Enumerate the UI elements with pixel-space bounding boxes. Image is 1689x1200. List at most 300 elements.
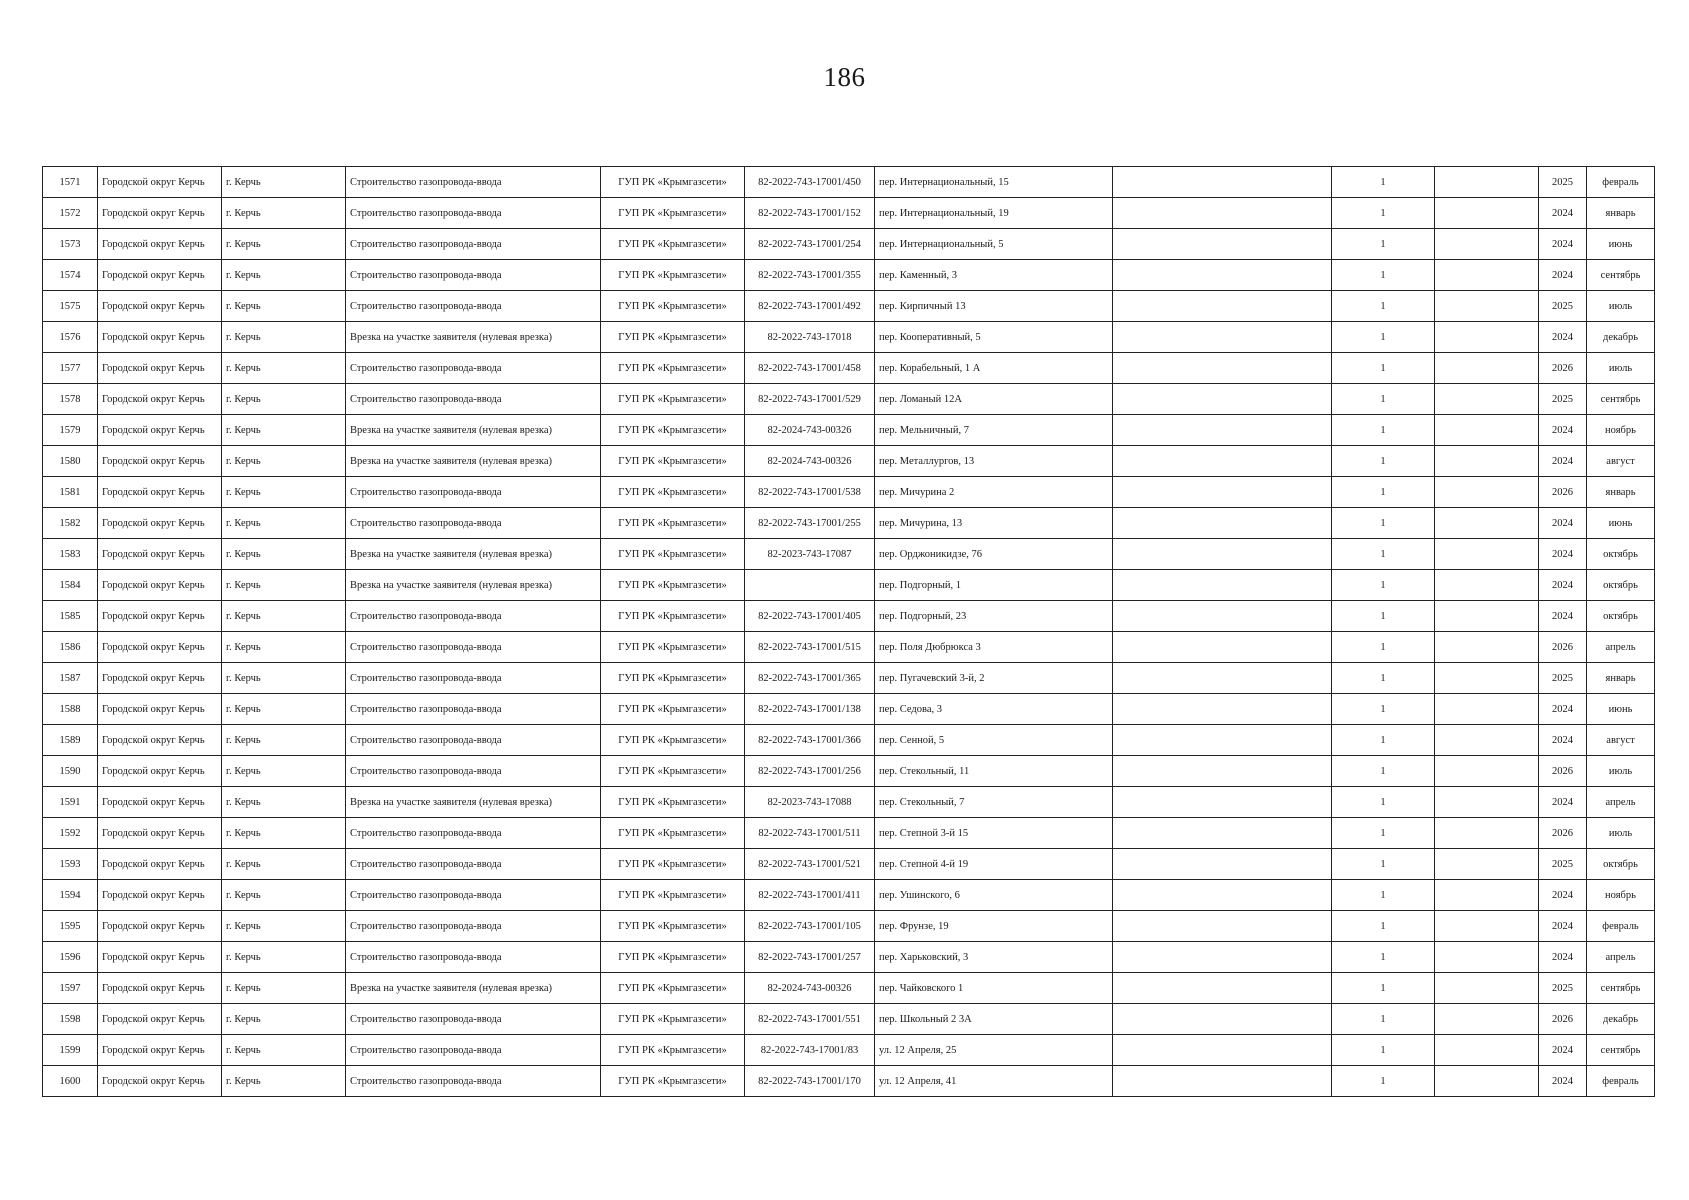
- table-row: [43, 384, 1655, 415]
- row-number-cell: 1593: [43, 849, 98, 880]
- month-cell: ноябрь: [1587, 880, 1655, 911]
- month-cell: февраль: [1587, 911, 1655, 942]
- application-code-cell: 82-2024-743-00326: [745, 415, 875, 446]
- year-cell: 2024: [1539, 694, 1587, 725]
- municipality-cell: Городской округ Керчь: [98, 446, 222, 477]
- work-type-cell: Врезка на участке заявителя (нулевая врезка): [346, 570, 601, 601]
- work-type-cell: Строительство газопровода-ввода: [346, 198, 601, 229]
- year-cell: 2024: [1539, 725, 1587, 756]
- municipality-cell: Городской округ Керчь: [98, 415, 222, 446]
- address-cell: пер. Поля Дюбрюкса 3: [875, 632, 1113, 663]
- row-number-cell: 1591: [43, 787, 98, 818]
- blank-column-cell: [1113, 1066, 1332, 1097]
- application-code-cell: 82-2022-743-17001/538: [745, 477, 875, 508]
- row-number-cell: 1581: [43, 477, 98, 508]
- organization-cell: ГУП РК «Крымгазсети»: [601, 601, 745, 632]
- work-type-cell: Строительство газопровода-ввода: [346, 725, 601, 756]
- blank-column-2-cell: [1435, 880, 1539, 911]
- month-cell: декабрь: [1587, 322, 1655, 353]
- table-row: [43, 880, 1655, 911]
- work-type-cell: Строительство газопровода-ввода: [346, 229, 601, 260]
- table-row: [43, 508, 1655, 539]
- month-cell: сентябрь: [1587, 973, 1655, 1004]
- organization-cell: ГУП РК «Крымгазсети»: [601, 756, 745, 787]
- address-cell: ул. 12 Апреля, 25: [875, 1035, 1113, 1066]
- table-row: [43, 570, 1655, 601]
- work-type-cell: Строительство газопровода-ввода: [346, 260, 601, 291]
- address-cell: пер. Ушинского, 6: [875, 880, 1113, 911]
- city-cell: г. Керчь: [222, 601, 346, 632]
- row-number-cell: 1584: [43, 570, 98, 601]
- row-number-cell: 1595: [43, 911, 98, 942]
- table-row: [43, 229, 1655, 260]
- organization-cell: ГУП РК «Крымгазсети»: [601, 849, 745, 880]
- table-row: [43, 167, 1655, 198]
- table-row: [43, 818, 1655, 849]
- year-cell: 2024: [1539, 539, 1587, 570]
- year-cell: 2024: [1539, 787, 1587, 818]
- municipality-cell: Городской округ Керчь: [98, 663, 222, 694]
- municipality-cell: Городской округ Керчь: [98, 694, 222, 725]
- quantity-cell: 1: [1332, 322, 1435, 353]
- blank-column-cell: [1113, 973, 1332, 1004]
- year-cell: 2024: [1539, 911, 1587, 942]
- municipality-cell: Городской округ Керчь: [98, 818, 222, 849]
- address-cell: пер. Седова, 3: [875, 694, 1113, 725]
- address-cell: пер. Подгорный, 1: [875, 570, 1113, 601]
- organization-cell: ГУП РК «Крымгазсети»: [601, 229, 745, 260]
- organization-cell: ГУП РК «Крымгазсети»: [601, 818, 745, 849]
- municipality-cell: Городской округ Керчь: [98, 198, 222, 229]
- year-cell: 2024: [1539, 446, 1587, 477]
- month-cell: февраль: [1587, 167, 1655, 198]
- address-cell: пер. Корабельный, 1 А: [875, 353, 1113, 384]
- month-cell: август: [1587, 725, 1655, 756]
- table-row: [43, 198, 1655, 229]
- municipality-cell: Городской округ Керчь: [98, 477, 222, 508]
- work-type-cell: Строительство газопровода-ввода: [346, 384, 601, 415]
- application-code-cell: 82-2022-743-17001/105: [745, 911, 875, 942]
- table-row: [43, 446, 1655, 477]
- row-number-cell: 1573: [43, 229, 98, 260]
- blank-column-2-cell: [1435, 1004, 1539, 1035]
- blank-column-2-cell: [1435, 756, 1539, 787]
- application-code-cell: 82-2022-743-17001/411: [745, 880, 875, 911]
- city-cell: г. Керчь: [222, 198, 346, 229]
- municipality-cell: Городской округ Керчь: [98, 570, 222, 601]
- address-cell: пер. Подгорный, 23: [875, 601, 1113, 632]
- month-cell: октябрь: [1587, 570, 1655, 601]
- year-cell: 2024: [1539, 942, 1587, 973]
- row-number-cell: 1572: [43, 198, 98, 229]
- blank-column-2-cell: [1435, 1035, 1539, 1066]
- quantity-cell: 1: [1332, 818, 1435, 849]
- quantity-cell: 1: [1332, 756, 1435, 787]
- blank-column-2-cell: [1435, 353, 1539, 384]
- address-cell: пер. Орджоникидзе, 76: [875, 539, 1113, 570]
- city-cell: г. Керчь: [222, 508, 346, 539]
- month-cell: январь: [1587, 663, 1655, 694]
- year-cell: 2024: [1539, 198, 1587, 229]
- quantity-cell: 1: [1332, 446, 1435, 477]
- city-cell: г. Керчь: [222, 1035, 346, 1066]
- row-number-cell: 1598: [43, 1004, 98, 1035]
- table-row: [43, 694, 1655, 725]
- blank-column-2-cell: [1435, 229, 1539, 260]
- year-cell: 2025: [1539, 973, 1587, 1004]
- blank-column-cell: [1113, 849, 1332, 880]
- blank-column-2-cell: [1435, 415, 1539, 446]
- row-number-cell: 1578: [43, 384, 98, 415]
- organization-cell: ГУП РК «Крымгазсети»: [601, 415, 745, 446]
- blank-column-2-cell: [1435, 1066, 1539, 1097]
- application-code-cell: 82-2022-743-17001/83: [745, 1035, 875, 1066]
- municipality-cell: Городской округ Керчь: [98, 508, 222, 539]
- application-code-cell: 82-2022-743-17001/255: [745, 508, 875, 539]
- application-code-cell: 82-2023-743-17087: [745, 539, 875, 570]
- municipality-cell: Городской округ Керчь: [98, 229, 222, 260]
- quantity-cell: 1: [1332, 601, 1435, 632]
- city-cell: г. Керчь: [222, 415, 346, 446]
- address-cell: пер. Чайковского 1: [875, 973, 1113, 1004]
- blank-column-cell: [1113, 725, 1332, 756]
- year-cell: 2026: [1539, 353, 1587, 384]
- organization-cell: ГУП РК «Крымгазсети»: [601, 446, 745, 477]
- municipality-cell: Городской округ Керчь: [98, 1035, 222, 1066]
- application-code-cell: 82-2022-743-17001/256: [745, 756, 875, 787]
- year-cell: 2025: [1539, 384, 1587, 415]
- table-row: [43, 663, 1655, 694]
- month-cell: октябрь: [1587, 849, 1655, 880]
- table-row: [43, 539, 1655, 570]
- municipality-cell: Городской округ Керчь: [98, 384, 222, 415]
- year-cell: 2024: [1539, 1035, 1587, 1066]
- quantity-cell: 1: [1332, 880, 1435, 911]
- blank-column-2-cell: [1435, 570, 1539, 601]
- work-type-cell: Строительство газопровода-ввода: [346, 632, 601, 663]
- application-code-cell: 82-2022-743-17001/492: [745, 291, 875, 322]
- municipality-cell: Городской округ Керчь: [98, 787, 222, 818]
- month-cell: октябрь: [1587, 601, 1655, 632]
- address-cell: пер. Степной 3-й 15: [875, 818, 1113, 849]
- quantity-cell: 1: [1332, 1035, 1435, 1066]
- gas-connection-table: [42, 166, 1655, 1097]
- application-code-cell: 82-2022-743-17001/511: [745, 818, 875, 849]
- table-row: [43, 756, 1655, 787]
- table-row: [43, 942, 1655, 973]
- municipality-cell: Городской округ Керчь: [98, 1004, 222, 1035]
- city-cell: г. Керчь: [222, 849, 346, 880]
- city-cell: г. Керчь: [222, 477, 346, 508]
- organization-cell: ГУП РК «Крымгазсети»: [601, 787, 745, 818]
- city-cell: г. Керчь: [222, 322, 346, 353]
- work-type-cell: Врезка на участке заявителя (нулевая врезка): [346, 973, 601, 1004]
- row-number-cell: 1587: [43, 663, 98, 694]
- quantity-cell: 1: [1332, 167, 1435, 198]
- year-cell: 2024: [1539, 880, 1587, 911]
- municipality-cell: Городской округ Керчь: [98, 322, 222, 353]
- blank-column-cell: [1113, 167, 1332, 198]
- row-number-cell: 1586: [43, 632, 98, 663]
- organization-cell: ГУП РК «Крымгазсети»: [601, 725, 745, 756]
- blank-column-2-cell: [1435, 260, 1539, 291]
- month-cell: август: [1587, 446, 1655, 477]
- row-number-cell: 1589: [43, 725, 98, 756]
- year-cell: 2026: [1539, 1004, 1587, 1035]
- city-cell: г. Керчь: [222, 911, 346, 942]
- organization-cell: ГУП РК «Крымгазсети»: [601, 880, 745, 911]
- year-cell: 2024: [1539, 260, 1587, 291]
- work-type-cell: Строительство газопровода-ввода: [346, 291, 601, 322]
- year-cell: 2025: [1539, 849, 1587, 880]
- municipality-cell: Городской округ Керчь: [98, 632, 222, 663]
- blank-column-cell: [1113, 260, 1332, 291]
- application-code-cell: 82-2022-743-17001/458: [745, 353, 875, 384]
- month-cell: июль: [1587, 291, 1655, 322]
- year-cell: 2024: [1539, 508, 1587, 539]
- work-type-cell: Строительство газопровода-ввода: [346, 880, 601, 911]
- blank-column-2-cell: [1435, 384, 1539, 415]
- city-cell: г. Керчь: [222, 725, 346, 756]
- quantity-cell: 1: [1332, 663, 1435, 694]
- organization-cell: ГУП РК «Крымгазсети»: [601, 384, 745, 415]
- row-number-cell: 1580: [43, 446, 98, 477]
- quantity-cell: 1: [1332, 1004, 1435, 1035]
- blank-column-2-cell: [1435, 725, 1539, 756]
- blank-column-2-cell: [1435, 446, 1539, 477]
- quantity-cell: 1: [1332, 849, 1435, 880]
- address-cell: пер. Стекольный, 7: [875, 787, 1113, 818]
- blank-column-2-cell: [1435, 601, 1539, 632]
- blank-column-2-cell: [1435, 632, 1539, 663]
- quantity-cell: 1: [1332, 477, 1435, 508]
- organization-cell: ГУП РК «Крымгазсети»: [601, 539, 745, 570]
- work-type-cell: Строительство газопровода-ввода: [346, 167, 601, 198]
- table-row: [43, 291, 1655, 322]
- work-type-cell: Строительство газопровода-ввода: [346, 911, 601, 942]
- organization-cell: ГУП РК «Крымгазсети»: [601, 322, 745, 353]
- blank-column-2-cell: [1435, 911, 1539, 942]
- quantity-cell: 1: [1332, 911, 1435, 942]
- year-cell: 2026: [1539, 477, 1587, 508]
- row-number-cell: 1599: [43, 1035, 98, 1066]
- organization-cell: ГУП РК «Крымгазсети»: [601, 1004, 745, 1035]
- work-type-cell: Строительство газопровода-ввода: [346, 663, 601, 694]
- table-row: [43, 322, 1655, 353]
- municipality-cell: Городской округ Керчь: [98, 973, 222, 1004]
- application-code-cell: 82-2022-743-17018: [745, 322, 875, 353]
- application-code-cell: 82-2022-743-17001/170: [745, 1066, 875, 1097]
- application-code-cell: 82-2023-743-17088: [745, 787, 875, 818]
- application-code-cell: 82-2022-743-17001/257: [745, 942, 875, 973]
- address-cell: пер. Фрунзе, 19: [875, 911, 1113, 942]
- blank-column-cell: [1113, 353, 1332, 384]
- city-cell: г. Керчь: [222, 756, 346, 787]
- organization-cell: ГУП РК «Крымгазсети»: [601, 508, 745, 539]
- year-cell: 2024: [1539, 229, 1587, 260]
- blank-column-cell: [1113, 880, 1332, 911]
- table-row: [43, 415, 1655, 446]
- blank-column-cell: [1113, 322, 1332, 353]
- blank-column-2-cell: [1435, 663, 1539, 694]
- organization-cell: ГУП РК «Крымгазсети»: [601, 942, 745, 973]
- blank-column-cell: [1113, 198, 1332, 229]
- year-cell: 2025: [1539, 167, 1587, 198]
- quantity-cell: 1: [1332, 694, 1435, 725]
- organization-cell: ГУП РК «Крымгазсети»: [601, 260, 745, 291]
- city-cell: г. Керчь: [222, 229, 346, 260]
- quantity-cell: 1: [1332, 725, 1435, 756]
- blank-column-cell: [1113, 229, 1332, 260]
- year-cell: 2025: [1539, 291, 1587, 322]
- blank-column-cell: [1113, 291, 1332, 322]
- work-type-cell: Врезка на участке заявителя (нулевая врезка): [346, 415, 601, 446]
- row-number-cell: 1583: [43, 539, 98, 570]
- municipality-cell: Городской округ Керчь: [98, 756, 222, 787]
- blank-column-cell: [1113, 508, 1332, 539]
- address-cell: пер. Кооперативный, 5: [875, 322, 1113, 353]
- organization-cell: ГУП РК «Крымгазсети»: [601, 291, 745, 322]
- table-row: [43, 1004, 1655, 1035]
- address-cell: пер. Харьковский, 3: [875, 942, 1113, 973]
- blank-column-cell: [1113, 1004, 1332, 1035]
- table-row: [43, 849, 1655, 880]
- month-cell: январь: [1587, 477, 1655, 508]
- city-cell: г. Керчь: [222, 942, 346, 973]
- blank-column-cell: [1113, 787, 1332, 818]
- row-number-cell: 1575: [43, 291, 98, 322]
- organization-cell: ГУП РК «Крымгазсети»: [601, 570, 745, 601]
- city-cell: г. Керчь: [222, 384, 346, 415]
- table-row: [43, 911, 1655, 942]
- table-row: [43, 1035, 1655, 1066]
- blank-column-cell: [1113, 384, 1332, 415]
- organization-cell: ГУП РК «Крымгазсети»: [601, 1066, 745, 1097]
- blank-column-cell: [1113, 570, 1332, 601]
- quantity-cell: 1: [1332, 229, 1435, 260]
- address-cell: ул. 12 Апреля, 41: [875, 1066, 1113, 1097]
- address-cell: пер. Ломаный 12А: [875, 384, 1113, 415]
- blank-column-2-cell: [1435, 291, 1539, 322]
- month-cell: ноябрь: [1587, 415, 1655, 446]
- blank-column-2-cell: [1435, 539, 1539, 570]
- month-cell: сентябрь: [1587, 260, 1655, 291]
- month-cell: декабрь: [1587, 1004, 1655, 1035]
- year-cell: 2024: [1539, 601, 1587, 632]
- organization-cell: ГУП РК «Крымгазсети»: [601, 973, 745, 1004]
- quantity-cell: 1: [1332, 291, 1435, 322]
- work-type-cell: Строительство газопровода-ввода: [346, 1066, 601, 1097]
- work-type-cell: Строительство газопровода-ввода: [346, 1035, 601, 1066]
- city-cell: г. Керчь: [222, 167, 346, 198]
- table-row: [43, 353, 1655, 384]
- quantity-cell: 1: [1332, 198, 1435, 229]
- application-code-cell: 82-2022-743-17001/521: [745, 849, 875, 880]
- row-number-cell: 1588: [43, 694, 98, 725]
- row-number-cell: 1600: [43, 1066, 98, 1097]
- year-cell: 2026: [1539, 756, 1587, 787]
- month-cell: апрель: [1587, 787, 1655, 818]
- municipality-cell: Городской округ Керчь: [98, 911, 222, 942]
- address-cell: пер. Мельничный, 7: [875, 415, 1113, 446]
- work-type-cell: Строительство газопровода-ввода: [346, 694, 601, 725]
- municipality-cell: Городской округ Керчь: [98, 601, 222, 632]
- blank-column-cell: [1113, 942, 1332, 973]
- address-cell: пер. Интернациональный, 5: [875, 229, 1113, 260]
- blank-column-2-cell: [1435, 477, 1539, 508]
- application-code-cell: [745, 570, 875, 601]
- row-number-cell: 1574: [43, 260, 98, 291]
- city-cell: г. Керчь: [222, 694, 346, 725]
- year-cell: 2024: [1539, 1066, 1587, 1097]
- work-type-cell: Строительство газопровода-ввода: [346, 601, 601, 632]
- blank-column-cell: [1113, 911, 1332, 942]
- blank-column-2-cell: [1435, 322, 1539, 353]
- city-cell: г. Керчь: [222, 880, 346, 911]
- organization-cell: ГУП РК «Крымгазсети»: [601, 198, 745, 229]
- table-row: [43, 260, 1655, 291]
- municipality-cell: Городской округ Керчь: [98, 291, 222, 322]
- work-type-cell: Строительство газопровода-ввода: [346, 353, 601, 384]
- application-code-cell: 82-2024-743-00326: [745, 446, 875, 477]
- address-cell: пер. Пугачевский 3-й, 2: [875, 663, 1113, 694]
- address-cell: пер. Интернациональный, 19: [875, 198, 1113, 229]
- quantity-cell: 1: [1332, 384, 1435, 415]
- work-type-cell: Строительство газопровода-ввода: [346, 508, 601, 539]
- year-cell: 2024: [1539, 322, 1587, 353]
- blank-column-cell: [1113, 539, 1332, 570]
- quantity-cell: 1: [1332, 570, 1435, 601]
- table-row: [43, 973, 1655, 1004]
- municipality-cell: Городской округ Керчь: [98, 1066, 222, 1097]
- blank-column-2-cell: [1435, 849, 1539, 880]
- quantity-cell: 1: [1332, 415, 1435, 446]
- city-cell: г. Керчь: [222, 663, 346, 694]
- address-cell: пер. Мичурина, 13: [875, 508, 1113, 539]
- year-cell: 2026: [1539, 632, 1587, 663]
- address-cell: пер. Металлургов, 13: [875, 446, 1113, 477]
- organization-cell: ГУП РК «Крымгазсети»: [601, 167, 745, 198]
- address-cell: пер. Мичурина 2: [875, 477, 1113, 508]
- application-code-cell: 82-2022-743-17001/355: [745, 260, 875, 291]
- organization-cell: ГУП РК «Крымгазсети»: [601, 477, 745, 508]
- blank-column-2-cell: [1435, 787, 1539, 818]
- month-cell: апрель: [1587, 942, 1655, 973]
- city-cell: г. Керчь: [222, 353, 346, 384]
- month-cell: апрель: [1587, 632, 1655, 663]
- city-cell: г. Керчь: [222, 787, 346, 818]
- city-cell: г. Керчь: [222, 260, 346, 291]
- work-type-cell: Строительство газопровода-ввода: [346, 1004, 601, 1035]
- table-row: [43, 1066, 1655, 1097]
- blank-column-2-cell: [1435, 198, 1539, 229]
- organization-cell: ГУП РК «Крымгазсети»: [601, 1035, 745, 1066]
- blank-column-2-cell: [1435, 167, 1539, 198]
- work-type-cell: Строительство газопровода-ввода: [346, 756, 601, 787]
- table-body: [43, 167, 1655, 1097]
- address-cell: пер. Степной 4-й 19: [875, 849, 1113, 880]
- quantity-cell: 1: [1332, 632, 1435, 663]
- city-cell: г. Керчь: [222, 291, 346, 322]
- municipality-cell: Городской округ Керчь: [98, 353, 222, 384]
- blank-column-cell: [1113, 663, 1332, 694]
- city-cell: г. Керчь: [222, 539, 346, 570]
- work-type-cell: Строительство газопровода-ввода: [346, 477, 601, 508]
- application-code-cell: 82-2022-743-17001/405: [745, 601, 875, 632]
- month-cell: июль: [1587, 818, 1655, 849]
- blank-column-cell: [1113, 601, 1332, 632]
- city-cell: г. Керчь: [222, 1004, 346, 1035]
